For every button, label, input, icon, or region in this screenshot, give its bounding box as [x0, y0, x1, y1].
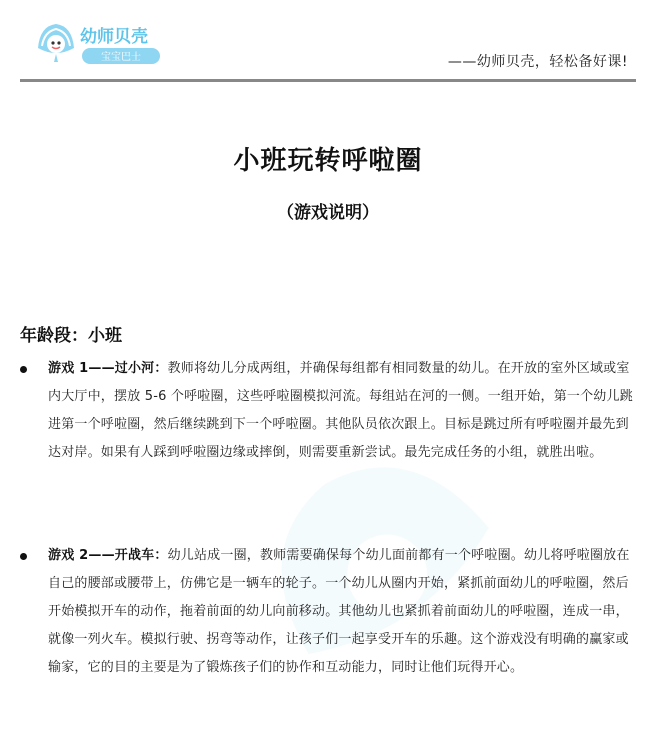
- document-title: 小班玩转呼啦圈: [233, 146, 423, 176]
- brand-logo: [34, 18, 174, 66]
- header-divider: [20, 79, 636, 82]
- age-group-heading: 年龄段：小班: [20, 326, 122, 346]
- game-item: [48, 355, 638, 467]
- logo-text: 幼师贝壳: [80, 27, 148, 47]
- bullet-icon: [20, 553, 27, 560]
- game-description: 幼儿站成一圈，教师需要确保每个幼儿面前都有一个呼啦圈。幼儿将呼啦圈放在自己的腰部或腰带上，仿佛它是一辆车的轮子。一个幼儿从圈内开始，紧抓前面幼儿的呼啦圈，然后开始模拟开车的动作，拖着前面的幼儿向前移动。其他幼儿也紧抓着前面幼儿的呼啦圈，连成一串，就像一列火车。模拟行驶、拐弯等动作，让孩子们一起享受开车的乐趣。这个游戏没有明确的赢家或输家，它的目的主要是为了锻炼孩子们的协作和互动能力，同时让他们玩得开心。: [48, 548, 630, 675]
- document-subtitle: （游戏说明）: [277, 203, 379, 223]
- game-item: [48, 542, 638, 682]
- logo-subtext: 宝宝巴士: [101, 52, 141, 63]
- shell-icon: [38, 24, 74, 62]
- game-title: 游戏 2——开战车：: [48, 548, 168, 563]
- bullet-icon: [20, 366, 27, 373]
- game-description: 教师将幼儿分成两组，并确保每组都有相同数量的幼儿。在开放的室外区域或室内大厅中，摆放 5-6 个呼啦圈，这些呼啦圈模拟河流。每组站在河的一侧。一组开始，第一个幼儿跳进第一个呼啦圈，然后继续跳到下一个呼啦圈。其他队员依次跟上。目标是跳过所有呼啦圈并最先到达对岸。如果有人踩到呼啦圈边缘或摔倒，则需要重新尝试。最先完成任务的小组，就胜出啦。: [48, 361, 633, 460]
- game-title: 游戏 1——过小河：: [48, 361, 168, 376]
- header-slogan: ——幼师贝壳，轻松备好课!: [447, 54, 628, 70]
